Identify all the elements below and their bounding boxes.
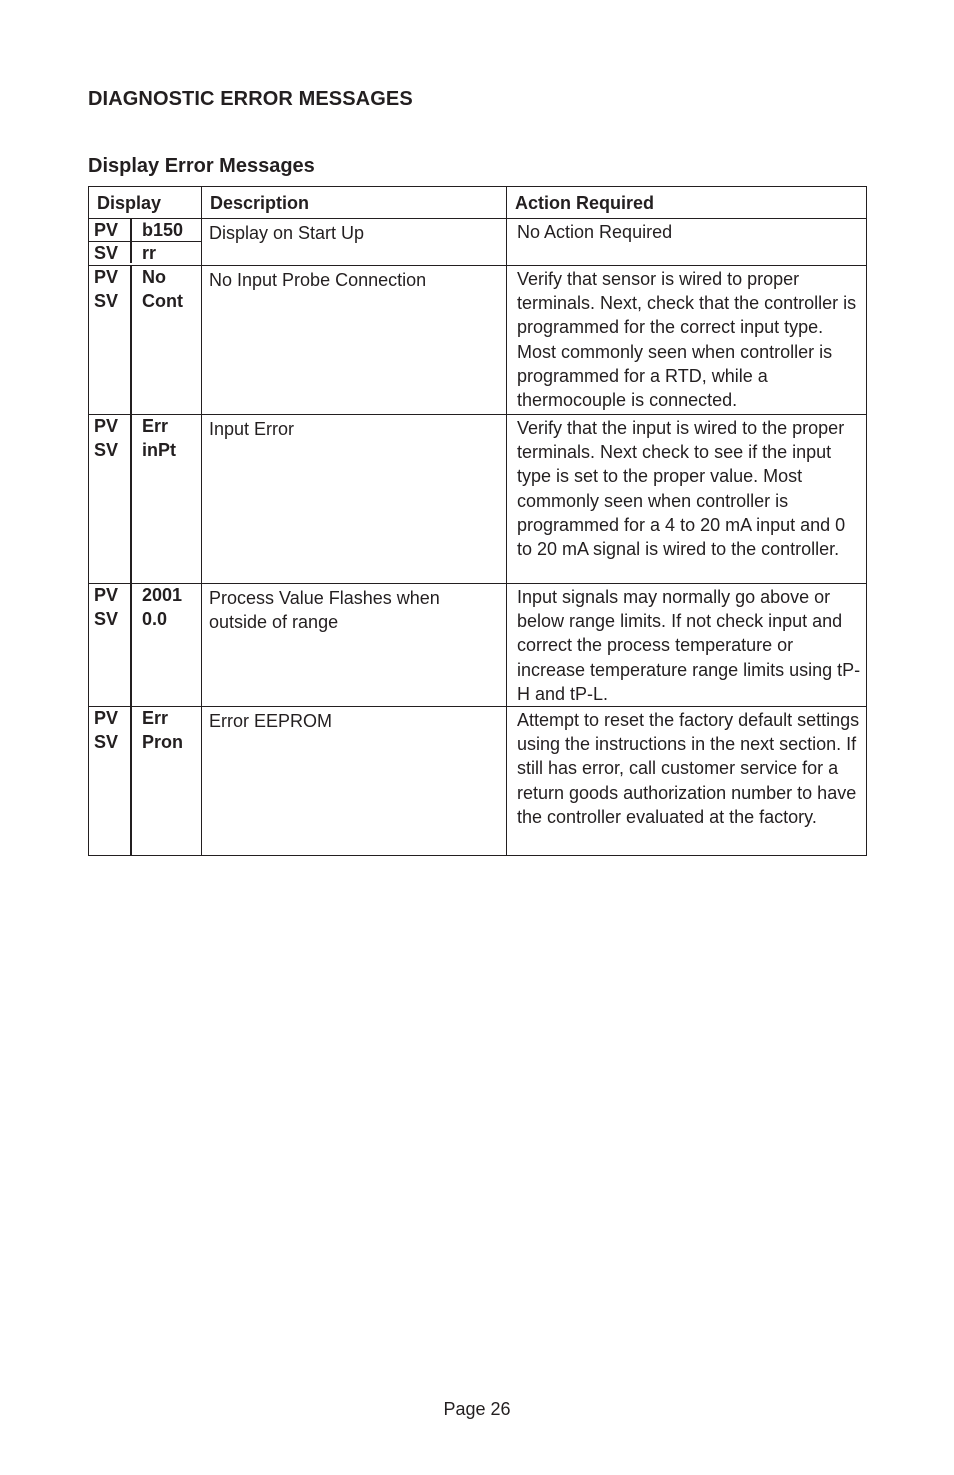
sv-label: SV — [89, 608, 132, 706]
section-heading: DIAGNOSTIC ERROR MESSAGES — [88, 88, 413, 110]
display-cell — [89, 707, 202, 856]
table-row — [89, 219, 867, 266]
sv-label: SV — [89, 242, 132, 263]
display-cell — [89, 266, 202, 415]
sv-value: Pron — [142, 732, 184, 753]
sv-value: inPt — [142, 440, 176, 460]
action-cell: Attempt to reset the factory default settings using the instructions in the next section. If still has error, call customer service for a return goods authorization number to have the controller evaluated at the factory. — [507, 707, 867, 856]
description-cell: Display on Start Up — [202, 219, 507, 266]
table-row — [89, 584, 867, 707]
description-cell: Input Error — [202, 415, 507, 584]
header-action-required: Action Required — [507, 187, 867, 219]
action-cell: Input signals may normally go above or below range limits. If not check input and correct the process temperature or increase temperature range limits using tP-H and tP-L. — [507, 584, 867, 707]
sv-label: SV — [89, 731, 132, 855]
pv-label: PV — [89, 415, 132, 439]
sv-value: rr — [142, 243, 157, 263]
pv-value: No — [142, 267, 166, 287]
table-row — [89, 707, 867, 856]
display-cell — [89, 584, 202, 707]
action-cell: No Action Required — [507, 219, 867, 266]
sv-label: SV — [89, 439, 132, 583]
pv-label: PV — [89, 219, 132, 242]
table-row — [89, 266, 867, 415]
table-header-row — [89, 187, 867, 219]
sv-value: Cont — [142, 291, 183, 311]
sv-value: 0.0 — [142, 609, 168, 629]
description-cell: Process Value Flashes when outside of range — [202, 584, 507, 707]
action-cell: Verify that the input is wired to the proper terminals. Next check to see if the input type is set to the proper value. Most commonly seen when controller is programmed for a 4 to 20 mA input and 0 to 20 mA signal is wired to the controller. — [507, 415, 867, 584]
header-description: Description — [202, 187, 507, 219]
pv-value: b150 — [132, 219, 201, 242]
description-cell: No Input Probe Connection — [202, 266, 507, 415]
page-number: Page 26 — [443, 1399, 511, 1419]
pv-value: Err — [142, 708, 169, 729]
display-cell — [89, 219, 202, 266]
description-cell: Error EEPROM — [202, 707, 507, 856]
pv-label: PV — [89, 266, 132, 290]
error-messages-table — [88, 186, 867, 856]
table-row — [89, 415, 867, 584]
display-cell — [89, 415, 202, 584]
pv-value: Err — [142, 416, 169, 436]
action-cell: Verify that sensor is wired to proper terminals. Next, check that the controller is programmed for the correct input type. Most commonly seen when controller is programmed for a RTD, while a thermocouple is connected. — [507, 266, 867, 415]
header-display: Display — [89, 187, 202, 219]
pv-value: 2001 — [142, 585, 183, 605]
pv-label: PV — [89, 584, 132, 608]
pv-label: PV — [89, 707, 132, 731]
sv-label: SV — [89, 290, 132, 414]
table-title: Display Error Messages — [88, 155, 315, 177]
